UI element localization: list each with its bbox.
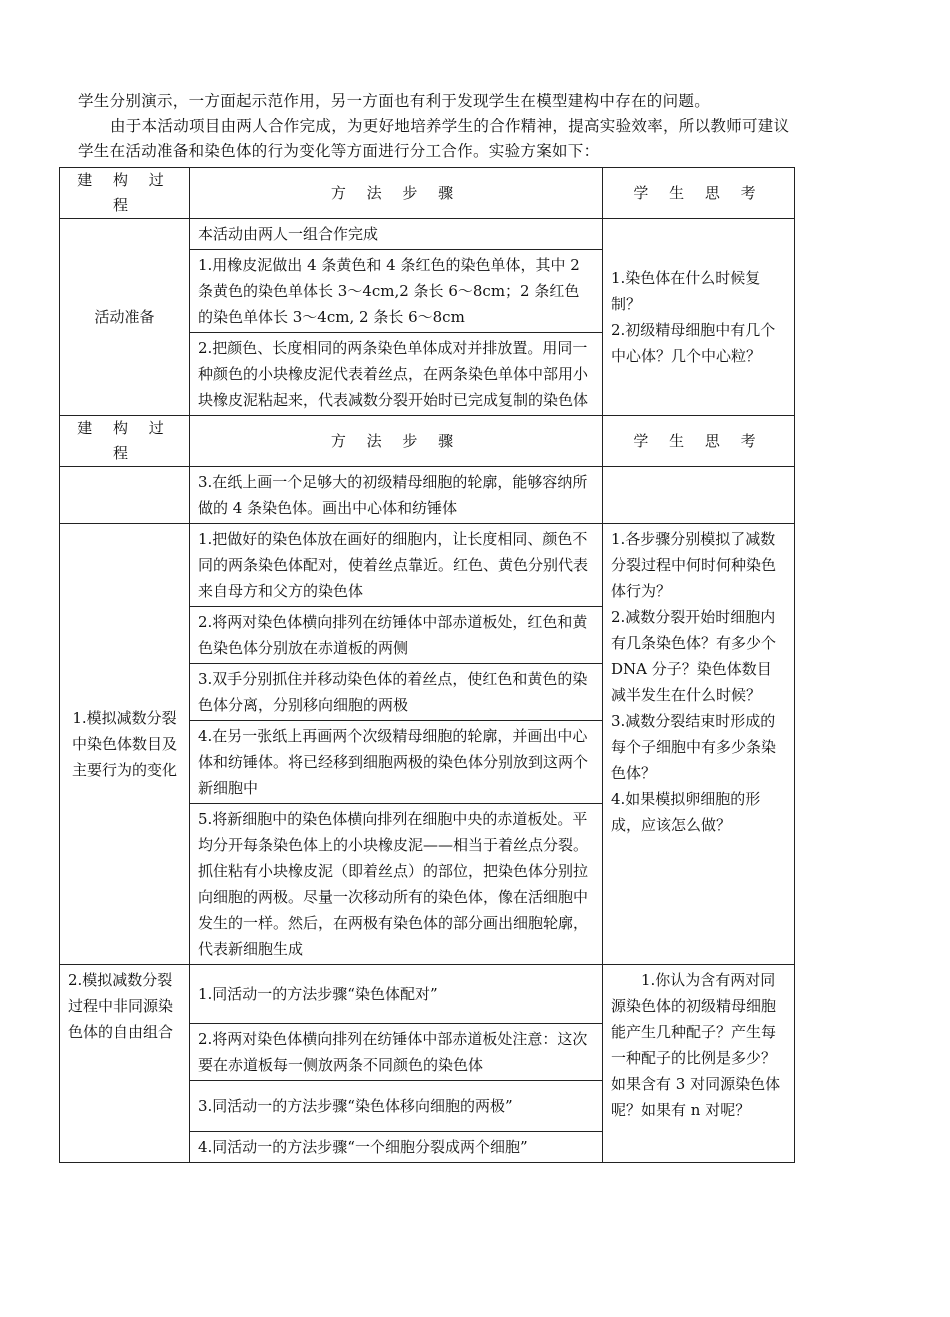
process-prep: 活动准备 <box>60 219 190 416</box>
header-steps: 方 法 步 骤 <box>190 416 603 467</box>
step-cell: 1.把做好的染色体放在画好的细胞内，让长度相同、颜色不同的两条染色体配对，使着丝点靠近。红色、黄色分别代表来自母方和父方的染色体 <box>190 524 603 607</box>
step-cell: 4.在另一张纸上再画两个次级精母细胞的轮廓，并画出中心体和纺锤体。将已经移到细胞两极的染色体分别放到这两个新细胞中 <box>190 721 603 804</box>
empty-cell <box>60 467 190 524</box>
step-cell: 2.将两对染色体横向排列在纺锤体中部赤道板处，红色和黄色染色体分别放在赤道板的两侧 <box>190 607 603 664</box>
table-header-row <box>60 168 795 219</box>
header-process: 建 构 过 程 <box>60 416 190 467</box>
header-thinking: 学 生 思 考 <box>603 416 795 467</box>
step-cell: 3.在纸上画一个足够大的初级精母细胞的轮廓，能够容纳所做的 4 条染色体。画出中心体和纺锤体 <box>190 467 603 524</box>
table-row <box>60 524 795 607</box>
process-activity-1: 1.模拟减数分裂中染色体数目及主要行为的变化 <box>60 524 190 965</box>
table-row <box>60 965 795 1024</box>
table-row <box>60 467 795 524</box>
step-cell: 1.同活动一的方法步骤“染色体配对” <box>190 965 603 1024</box>
intro-line-1: 学生分别演示，一方面起示范作用，另一方面也有利于发现学生在模型建构中存在的问题。 <box>78 92 711 110</box>
experiment-plan-table <box>59 167 795 1163</box>
step-cell: 3.同活动一的方法步骤“染色体移向细胞的两极” <box>190 1081 603 1132</box>
step-cell: 2.将两对染色体横向排列在纺锤体中部赤道板处注意：这次要在赤道板每一侧放两条不同颜色的染色体 <box>190 1024 603 1081</box>
step-cell: 3.双手分别抓住并移动染色体的着丝点，使红色和黄色的染色体分离，分别移向细胞的两极 <box>190 664 603 721</box>
step-cell: 1.用橡皮泥做出 4 条黄色和 4 条红色的染色单体，其中 2 条黄色的染色单体长 3～4cm,2 条长 6～8cm；2 条红色的染色单体长 3～4cm, 2 条长 6～8cm <box>190 250 603 333</box>
intro-paragraph-2 <box>78 114 798 164</box>
intro-line-2: 由于本活动项目由两人合作完成，为更好地培养学生的合作精神，提高实验效率，所以教师可建议学生在活动准备和染色体的行为变化等方面进行分工合作。实验方案如下： <box>78 117 790 160</box>
thinking-prep: 1.染色体在什么时候复制？ 2.初级精母细胞中有几个中心体？几个中心粒？ <box>603 219 795 416</box>
process-activity-2: 2.模拟减数分裂过程中非同源染色体的自由组合 <box>60 965 190 1163</box>
step-cell: 4.同活动一的方法步骤“一个细胞分裂成两个细胞” <box>190 1132 603 1163</box>
header-process: 建 构 过 程 <box>60 168 190 219</box>
step-cell: 5.将新细胞中的染色体横向排列在细胞中央的赤道板处。平均分开每条染色体上的小块橡皮泥——相当于着丝点分裂。抓住粘有小块橡皮泥（即着丝点）的部位，把染色体分别拉向细胞的两极。尽量一次移动所有的染色体，像在活细胞中发生的一样。然后，在两极有染色体的部分画出细胞轮廓，代表新细胞生成 <box>190 804 603 965</box>
header-steps: 方 法 步 骤 <box>190 168 603 219</box>
empty-cell <box>603 467 795 524</box>
header-thinking: 学 生 思 考 <box>603 168 795 219</box>
intro-paragraph-1 <box>78 89 798 114</box>
step-cell: 2.把颜色、长度相同的两条染色单体成对并排放置。用同一种颜色的小块橡皮泥代表着丝点，在两条染色单体中部用小块橡皮泥粘起来，代表减数分裂开始时已完成复制的染色体 <box>190 333 603 416</box>
table-row <box>60 219 795 250</box>
thinking-activity-2: 1.你认为含有两对同源染色体的初级精母细胞能产生几种配子？产生每一种配子的比例是多少？如果含有 3 对同源染色体呢？如果有 n 对呢？ <box>603 965 795 1163</box>
step-cell: 本活动由两人一组合作完成 <box>190 219 603 250</box>
thinking-activity-1: 1.各步骤分别模拟了减数分裂过程中何时何种染色体行为？ 2.减数分裂开始时细胞内有几条染色体？有多少个 DNA 分子？染色体数目减半发生在什么时候？ 3.减数分裂结束时形成的每个子细胞中有多少条染色体？ 4.如果模拟卵细胞的形成，应该怎么做？ <box>603 524 795 965</box>
table-header-row <box>60 416 795 467</box>
